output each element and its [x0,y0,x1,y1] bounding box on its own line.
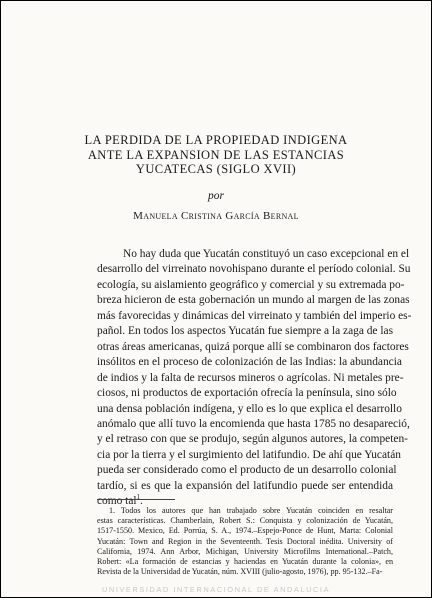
body-line: pañol. En todos los aspectos Yucatán fue siempre a la zaga de las [97,325,393,338]
body-line: tardío, si es que la expansión del latifundio puede ser entendida [97,479,393,492]
body-line: desarrollo del virreinato novohispano durante el período colonial. Su [97,263,411,276]
title-line: YUCATECAS (SIGLO XVII) [135,162,297,176]
body-line: más favorecidas y dinámicas del virreinato y también del imperio es- [97,309,412,322]
body-line: y el retraso con que se produjo, según algunos autores, la competen- [97,433,408,446]
body-line: insólitos en el proceso de colonización de las Indias: la abundancia [97,356,402,369]
body-line: ciosos, ni productos de exportación ofrecía la península, sino sólo [97,387,397,400]
watermark: UNIVERSIDAD INTERNACIONAL DE ANDALUCIA [101,585,330,594]
title-line: LA PERDIDA DE LA PROPIEDAD INDIGENA [84,133,348,147]
by-line: por [208,190,224,202]
body-line: cia por la tierra y el surgimiento del latifundio. De ahí que Yucatán [97,448,401,461]
body-line: anómalo que allí tuvo la encomienda que hasta 1785 no desapareció, [97,417,410,430]
footnote-line: Yucatán: Town and Region in the Seventeenth. Tesis Doctoral inédita. University of [97,536,393,546]
footnote-line: estas características. Chamberlain, Robert S.: Conquista y colonización de Yucatán, [97,516,393,526]
footnote-line: California, 1974. Ann Arbor, Michigan, University Microfilms International.–Patch, [97,546,393,556]
author-name: Manuela Cristina García Bernal [133,210,299,222]
body-line: breza hicieron de esta gobernación un mundo al margen de las zonas [97,294,410,307]
article-title [41,133,391,177]
body-line: de indios y la falta de recursos mineros o agrícolas. Ni metales pre- [97,371,404,384]
body-line-text: como tal [97,495,137,508]
footnote-line: 1517-1550. Mexico, Ed. Porrúa, S. A., 1974.–Espejo-Ponce de Hunt, Marta: Colonial [97,526,393,536]
title-line: ANTE LA EXPANSION DE LAS ESTANCIAS [87,147,345,162]
body-line-last: como tal$^1$. [97,493,143,508]
footnote-line: Revista de la Universidad de Yucatán, núm. XVIII (julio-agosto, 1976), pp. 95-132.–Fa- [97,567,383,577]
body-line: ecología, su aislamiento geográfico y comercial y su extremada po- [97,278,405,291]
footnote-line: 1. Todos los autores que han trabajado sobre Yucatán coinciden en resaltar [109,506,393,515]
footnote-divider [97,499,175,500]
footnote [97,506,393,577]
body-line: una densa población indígena, y ello es lo que explica el desarrollo [97,402,402,415]
body-text [97,247,412,510]
body-line: otras áreas americanas, quizá porque allí se combinaron dos factores [97,340,409,353]
body-line: No hay duda que Yucatán constituyó un caso excepcional en el [123,248,410,260]
footnote-reference[interactable]: 1 [136,493,141,502]
footnote-line: Robert: «La formación de estancias y haciendas en Yucatán durante la colonia», en [97,557,393,567]
body-line: pueda ser considerado como el producto de un desarrollo colonial [97,464,397,477]
